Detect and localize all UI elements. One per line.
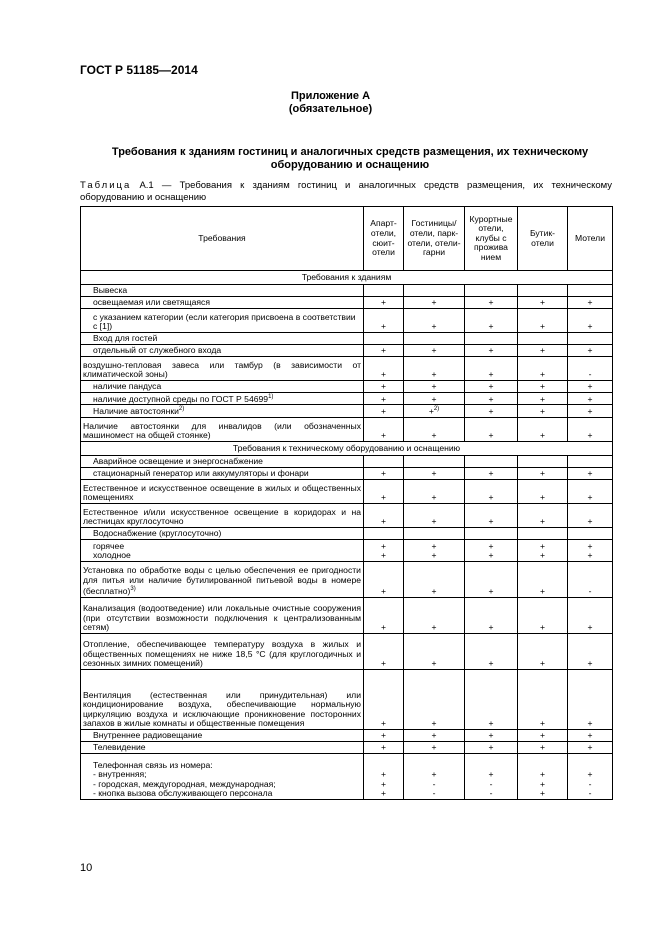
table-row xyxy=(81,417,613,441)
value-cell: + xyxy=(364,729,404,741)
table-row xyxy=(81,741,613,753)
value-cell: + xyxy=(518,393,568,405)
value-cell: + xyxy=(465,345,518,357)
value-cell: + xyxy=(465,357,518,381)
value-cell: + + xyxy=(518,539,568,561)
requirement-cell: Телефонная связь из номера: - внутренняя; - городская, междугородная, международная; - кнопка вызова обслуживающего персонала xyxy=(81,753,364,799)
value-cell: + xyxy=(518,297,568,309)
value-cell: - xyxy=(568,357,613,381)
requirement-cell: Наличие автостоянки для инвалидов (или обозначенных машиномест на общей стоянке) xyxy=(81,417,364,441)
requirement-cell: Телевидение xyxy=(81,741,364,753)
value-cell: + + + xyxy=(518,753,568,799)
requirements-table xyxy=(80,206,613,800)
value-cell: + xyxy=(465,597,518,633)
requirement-cell: воздушно-тепловая завеса или тамбур (в зависимости от климатической зоны) xyxy=(81,357,364,381)
value-cell: + xyxy=(568,467,613,479)
value-cell: + xyxy=(518,479,568,503)
value-cell: + xyxy=(568,345,613,357)
value-cell: + xyxy=(465,741,518,753)
table-row xyxy=(81,527,613,539)
value-cell: + xyxy=(465,729,518,741)
value-cell: + xyxy=(364,405,404,417)
table-row xyxy=(81,561,613,597)
value-cell: + xyxy=(465,405,518,417)
annex-title: Приложение А xyxy=(290,90,371,102)
table-row xyxy=(81,333,613,345)
requirement-cell: Естественное и искусственное освещение в жилых и общественных помещениях xyxy=(81,479,364,503)
value-cell: + xyxy=(465,633,518,669)
requirement-cell: стационарный генератор или аккумуляторы и фонари xyxy=(81,467,364,479)
value-cell: + xyxy=(404,561,465,597)
value-cell: + xyxy=(364,393,404,405)
value-cell xyxy=(568,527,613,539)
table-row xyxy=(81,357,613,381)
value-cell: +$^{2)}$ xyxy=(404,405,465,417)
value-cell: + xyxy=(568,741,613,753)
requirement-cell: Внутреннее радиовещание xyxy=(81,729,364,741)
table-caption-label: Таблица xyxy=(80,180,132,191)
value-cell: + xyxy=(518,729,568,741)
value-cell: + xyxy=(568,405,613,417)
value-cell: + xyxy=(465,393,518,405)
table-row xyxy=(81,729,613,741)
table-row xyxy=(81,455,613,467)
value-cell xyxy=(404,527,465,539)
value-cell: + xyxy=(568,309,613,333)
value-cell: + xyxy=(568,503,613,527)
value-cell: + xyxy=(568,633,613,669)
value-cell: + xyxy=(465,309,518,333)
table-row xyxy=(81,753,613,799)
requirement-cell: Вход для гостей xyxy=(81,333,364,345)
value-cell: - xyxy=(568,561,613,597)
column-header: Требования xyxy=(81,207,364,271)
table-row xyxy=(81,285,613,297)
value-cell: + xyxy=(568,597,613,633)
column-header: Бутик-отели xyxy=(518,207,568,271)
value-cell xyxy=(568,285,613,297)
table-row xyxy=(81,597,613,633)
requirement-cell: Канализация (водоотведение) или локальные очистные сооружения (при отсутствии возможности подключения к централизованным сетям) xyxy=(81,597,364,633)
value-cell: + xyxy=(568,669,613,729)
value-cell: + xyxy=(364,479,404,503)
value-cell xyxy=(404,333,465,345)
value-cell: + xyxy=(404,729,465,741)
requirement-cell: Установка по обработке воды с целью обеспечения ее пригодности для питья или наличие бутилированной питьевой воды в номере (бесплатно)$^{3)}$ xyxy=(81,561,364,597)
value-cell: + xyxy=(465,297,518,309)
value-cell xyxy=(568,333,613,345)
table-row xyxy=(81,393,613,405)
value-cell: + xyxy=(518,417,568,441)
table-caption-text: А.1 — Требования к зданиям гостиниц и аналогичных средств размещения, их техническому оборудованию и оснащению xyxy=(80,180,612,203)
value-cell: + xyxy=(465,479,518,503)
value-cell: + xyxy=(364,345,404,357)
value-cell: + xyxy=(518,633,568,669)
value-cell xyxy=(518,285,568,297)
value-cell xyxy=(364,285,404,297)
value-cell: + xyxy=(518,405,568,417)
value-cell: + xyxy=(465,417,518,441)
value-cell: + xyxy=(518,357,568,381)
requirement-cell: Наличие автостоянки$^{2)}$ xyxy=(81,405,364,417)
requirement-cell: с указанием категории (если категория присвоена в соответствии с [1]) xyxy=(81,309,364,333)
value-cell xyxy=(465,527,518,539)
requirement-cell: наличие доступной среды по ГОСТ Р 54699$^{1)}$ xyxy=(81,393,364,405)
value-cell: + + xyxy=(568,539,613,561)
value-cell xyxy=(465,285,518,297)
value-cell: + xyxy=(404,741,465,753)
requirement-cell: Аварийное освещение и энергоснабжение xyxy=(81,455,364,467)
value-cell: + xyxy=(465,669,518,729)
section-heading: Требования к зданиям xyxy=(81,271,613,285)
value-cell: + xyxy=(465,381,518,393)
value-cell xyxy=(518,527,568,539)
requirement-cell: горячее холодное xyxy=(81,539,364,561)
table-row xyxy=(81,345,613,357)
requirement-cell: Естественное и/или искусственное освещение в коридорах и на лестницах круглосуточно xyxy=(81,503,364,527)
value-cell: + xyxy=(404,345,465,357)
value-cell: + xyxy=(518,503,568,527)
value-cell: + + + xyxy=(364,753,404,799)
table-row xyxy=(81,479,613,503)
value-cell: + xyxy=(404,393,465,405)
value-cell: + xyxy=(404,357,465,381)
value-cell: + xyxy=(518,309,568,333)
value-cell: + xyxy=(404,633,465,669)
value-cell: + xyxy=(364,669,404,729)
value-cell: + xyxy=(465,503,518,527)
page-number: 10 xyxy=(80,862,93,874)
value-cell: + xyxy=(404,417,465,441)
value-cell: + xyxy=(404,597,465,633)
value-cell: + xyxy=(404,479,465,503)
value-cell xyxy=(518,333,568,345)
value-cell: + xyxy=(518,345,568,357)
table-row xyxy=(81,539,613,561)
value-cell: + xyxy=(364,741,404,753)
value-cell xyxy=(568,455,613,467)
value-cell xyxy=(404,455,465,467)
value-cell xyxy=(364,527,404,539)
value-cell: + xyxy=(568,297,613,309)
value-cell: + xyxy=(364,309,404,333)
table-row xyxy=(81,503,613,527)
document-header: ГОСТ Р 51185—2014 xyxy=(80,63,198,77)
value-cell: + - - xyxy=(404,753,465,799)
requirement-cell: Отопление, обеспечивающее температуру воздуха в жилых и общественных помещениях не ниже 18,5 °С (для круглогодичных и сезонных зимних помещений) xyxy=(81,633,364,669)
column-header: Апарт-отели, сюит-отели xyxy=(364,207,404,271)
value-cell: + xyxy=(568,417,613,441)
value-cell: + xyxy=(364,381,404,393)
value-cell: + - - xyxy=(465,753,518,799)
value-cell: + + xyxy=(404,539,465,561)
column-header: Мотели xyxy=(568,207,613,271)
requirement-cell: Вентиляция (естественная или принудительная) или кондиционирование воздуха, обеспечивающие нормальную циркуляцию воздуха и исключающие проникновение посторонних запахов в жилые комнаты и общественные помещения xyxy=(81,669,364,729)
value-cell: + xyxy=(364,633,404,669)
value-cell: + xyxy=(568,381,613,393)
table-row xyxy=(81,297,613,309)
value-cell: + xyxy=(404,669,465,729)
table-row xyxy=(81,381,613,393)
value-cell: + xyxy=(364,503,404,527)
column-header: Курортные отели, клубы с прожива нием xyxy=(465,207,518,271)
table-row xyxy=(81,309,613,333)
section-title: Требования к зданиям гостиниц и аналогичных средств размещения, их техническому оборудованию и оснащению xyxy=(111,146,589,171)
value-cell xyxy=(364,455,404,467)
value-cell: + xyxy=(518,561,568,597)
value-cell: + xyxy=(364,357,404,381)
value-cell xyxy=(518,455,568,467)
value-cell: + xyxy=(364,467,404,479)
value-cell: + xyxy=(518,597,568,633)
section-row xyxy=(81,441,613,455)
value-cell: + xyxy=(364,417,404,441)
value-cell: + xyxy=(518,467,568,479)
requirement-cell: Вывеска xyxy=(81,285,364,297)
requirement-cell: Водоснабжение (круглосуточно) xyxy=(81,527,364,539)
value-cell: + xyxy=(404,503,465,527)
value-cell xyxy=(404,285,465,297)
table-header-row xyxy=(81,207,613,271)
value-cell xyxy=(465,333,518,345)
value-cell: + xyxy=(404,381,465,393)
table-row xyxy=(81,467,613,479)
value-cell: + xyxy=(364,561,404,597)
table-row xyxy=(81,669,613,729)
value-cell: + xyxy=(404,309,465,333)
value-cell: + xyxy=(465,561,518,597)
value-cell: + xyxy=(404,297,465,309)
table-row xyxy=(81,405,613,417)
requirement-cell: наличие пандуса xyxy=(81,381,364,393)
value-cell: + + xyxy=(364,539,404,561)
value-cell xyxy=(465,455,518,467)
value-cell: + xyxy=(518,669,568,729)
value-cell: + xyxy=(568,729,613,741)
value-cell: + xyxy=(465,467,518,479)
value-cell: + xyxy=(568,393,613,405)
section-heading: Требования к техническому оборудованию и оснащению xyxy=(81,441,613,455)
value-cell: + xyxy=(404,467,465,479)
column-header: Гостиницы/ отели, парк-отели, отели- гарни xyxy=(404,207,465,271)
value-cell: + xyxy=(568,479,613,503)
table-row xyxy=(81,633,613,669)
value-cell: + + xyxy=(465,539,518,561)
value-cell: + - - xyxy=(568,753,613,799)
value-cell: + xyxy=(518,381,568,393)
value-cell: + xyxy=(518,741,568,753)
section-row xyxy=(81,271,613,285)
requirement-cell: отдельный от служебного входа xyxy=(81,345,364,357)
requirement-cell: освещаемая или светящаяся xyxy=(81,297,364,309)
table-caption xyxy=(80,180,612,204)
value-cell: + xyxy=(364,297,404,309)
value-cell xyxy=(364,333,404,345)
value-cell: + xyxy=(364,597,404,633)
annex-type: (обязательное) xyxy=(288,103,373,115)
